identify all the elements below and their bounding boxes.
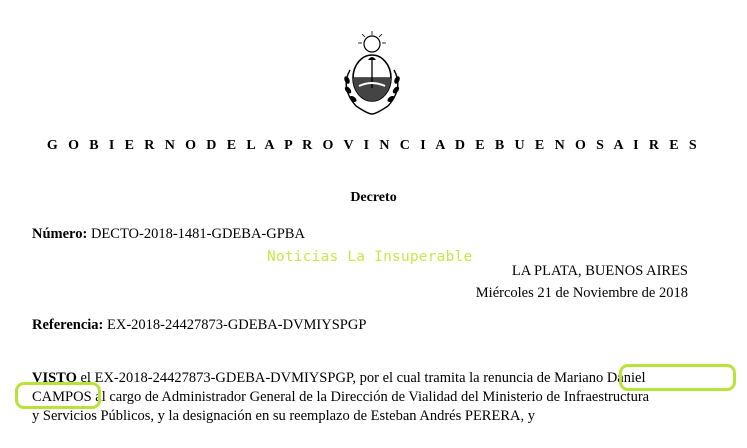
referencia-value: EX-2018-24427873-GDEBA-DVMIYSPGP xyxy=(107,317,367,333)
argentina-coat-of-arms-seal xyxy=(332,30,412,118)
numero-line xyxy=(32,226,305,243)
highlighted-name-last: CAMPOS xyxy=(32,389,92,405)
highlight-circle-last-name xyxy=(15,382,101,409)
body-line-2 xyxy=(32,389,649,406)
highlight-circle-first-name xyxy=(619,364,736,391)
numero-label: Número: xyxy=(32,226,88,242)
document-type-title: Decreto xyxy=(350,190,397,205)
date-text: Miércoles 21 de Noviembre de 2018 xyxy=(475,285,688,301)
body-line-3: y Servicios Públicos, y la designación en su reemplazo de Esteban Andrés PERERA, y xyxy=(32,408,535,424)
watermark-text: Noticias La Insuperable xyxy=(267,249,473,265)
referencia-line xyxy=(32,317,366,334)
visto-label: VISTO xyxy=(32,370,77,386)
referencia-label: Referencia: xyxy=(32,317,104,333)
body-line-2-text: al cargo de Administrador General de la Dirección de Vialidad del Ministerio de Infraestructura xyxy=(91,389,650,405)
body-line-1 xyxy=(32,370,645,387)
highlighted-name-first: Mariano Daniel xyxy=(554,370,646,386)
government-heading: G O B I E R N O D E L A P R O V I N C I A D E B U E N O S A I R E S xyxy=(46,138,701,153)
body-line-1-text: el EX-2018-24427873-GDEBA-DVMIYSPGP, por el cual tramita la renuncia de xyxy=(76,370,555,386)
numero-value: DECTO-2018-1481-GDEBA-GPBA xyxy=(90,226,305,242)
location-text: LA PLATA, BUENOS AIRES xyxy=(511,263,688,279)
